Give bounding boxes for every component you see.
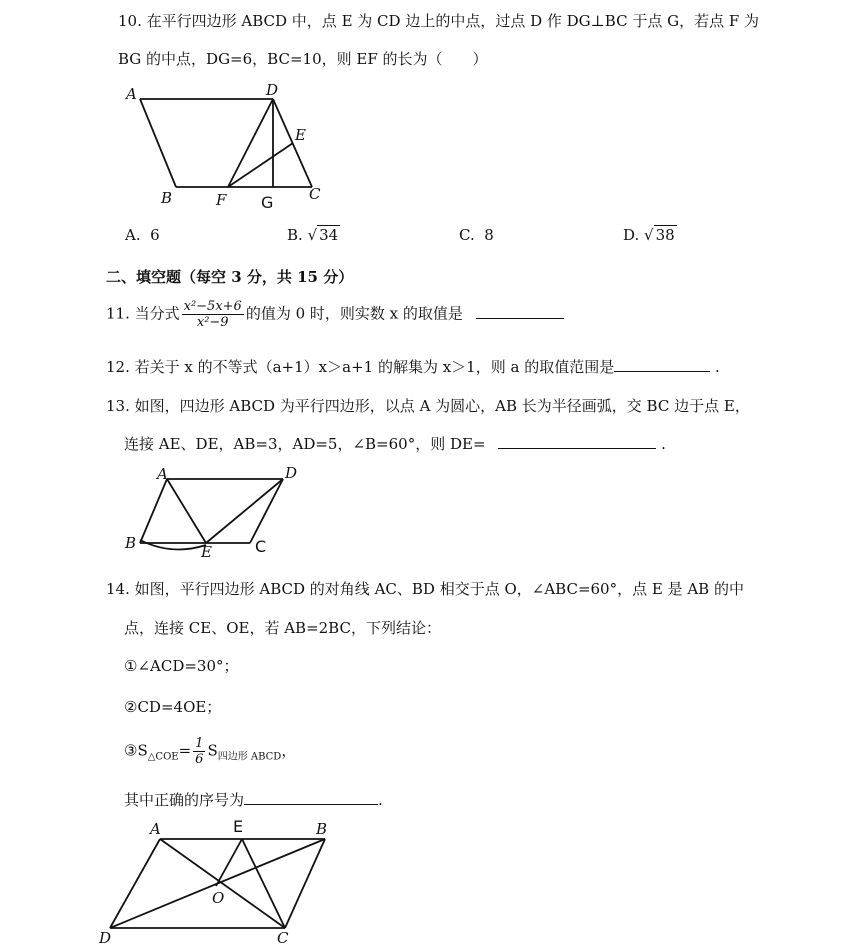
q14-ask-text: 其中正确的序号为 <box>124 791 245 809</box>
q10-label-e: E <box>295 126 306 144</box>
q13-label-a: A <box>157 465 168 483</box>
option-a-label: A. <box>125 226 141 244</box>
q14-label-a: A <box>150 820 161 838</box>
q13-label-c: C <box>255 537 267 556</box>
option-c-value: 8 <box>484 226 494 244</box>
c3-end: ， <box>281 741 297 760</box>
option-b-label: B. <box>287 226 303 244</box>
q14-label-b: B <box>316 820 328 838</box>
q14-label-o: O <box>212 889 225 907</box>
q14-line2: 点，连接 CE、OE，若 AB=2BC，下列结论： <box>124 619 441 637</box>
q13-label-d: D <box>285 464 298 482</box>
q14-ask-end: . <box>378 791 383 809</box>
q14-label-d: D <box>99 929 112 947</box>
q10-label-f: F <box>216 191 227 209</box>
q12-text: 12. 若关于 x 的不等式（a+1）x＞a+1 的解集为 x＞1，则 a 的取值范围是 <box>106 358 615 376</box>
q11-numerator: x²−5x+6 <box>183 299 242 314</box>
option-d-value: 38 <box>655 226 675 244</box>
q14-label-e: E <box>233 817 244 836</box>
q11-denominator: x²−9 <box>196 315 229 330</box>
c3-den: 6 <box>195 752 204 767</box>
q13-label-b: B <box>125 534 137 552</box>
c3-sub1: △COE <box>147 751 179 763</box>
q10-option-d: D. √ 38 <box>623 226 675 244</box>
q13-label-e: E <box>201 543 212 561</box>
q14-line1: 14. 如图，平行四边形 ABCD 的对角线 AC、BD 相交于点 O，∠ABC=60°，点 E 是 AB 的中 <box>106 580 744 598</box>
q14-label-c: C <box>277 929 289 947</box>
c3-prefix: ③S <box>124 741 148 760</box>
q10-label-c: C <box>309 185 321 203</box>
c3-eq: = <box>178 741 192 760</box>
option-c-label: C. <box>459 226 475 244</box>
q10-line2: BG 的中点，DG=6，BC=10，则 EF 的长为（ ） <box>118 50 488 68</box>
q13-line1: 13. 如图，四边形 ABCD 为平行四边形，以点 A 为圆心，AB 长为半径画弧，交 BC 边于点 E， <box>106 397 750 415</box>
option-a-value: 6 <box>150 226 160 244</box>
section2-title: 二、填空题（每空 3 分，共 15 分） <box>106 268 354 286</box>
q10-option-b: B. √ 34 <box>287 226 339 244</box>
option-b-value: 34 <box>319 226 339 244</box>
q14-conclusion-2: ②CD=4OE； <box>124 698 222 716</box>
q10-line1: 10. 在平行四边形 ABCD 中，点 E 为 CD 边上的中点，过点 D 作 DG⊥BC 于点 G，若点 F 为 <box>118 12 760 30</box>
option-d-label: D. <box>623 226 640 244</box>
c3-num: 1 <box>195 736 204 751</box>
q13-text: 连接 AE、DE，AB=3，AD=5，∠B=60°，则 DE= <box>124 435 486 453</box>
q14-conclusion-1: ①∠ACD=30°； <box>124 657 239 675</box>
c3-sub2: 四边形 ABCD <box>217 751 282 763</box>
q10-label-d: D <box>266 81 279 99</box>
q10-label-g: G <box>261 193 274 212</box>
q11-suffix: 的值为 0 时，则实数 x 的取值是 <box>245 304 463 323</box>
q11-prefix: 11. 当分式 <box>106 304 180 323</box>
q10-label-b: B <box>161 189 173 207</box>
q12-end: . <box>715 358 720 376</box>
q10-label-a: A <box>126 85 137 103</box>
c3-s: S <box>207 741 218 760</box>
q13-end: . <box>661 435 666 453</box>
